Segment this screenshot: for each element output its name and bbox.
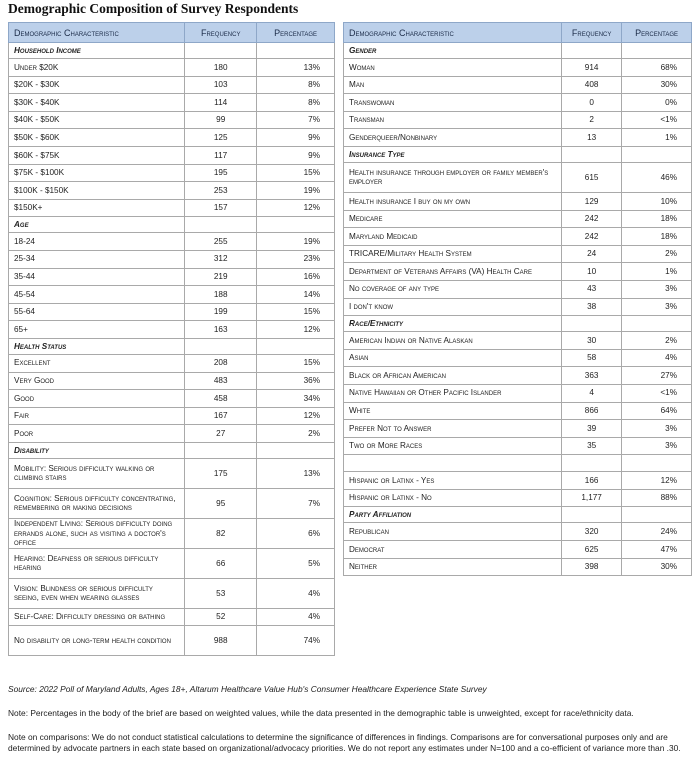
characteristic-cell: 18-24	[9, 233, 185, 251]
table-row	[344, 472, 692, 490]
empty-cell	[622, 455, 692, 472]
frequency-cell: 35	[562, 437, 622, 455]
frequency-cell: 52	[185, 608, 257, 626]
characteristic-cell: 45-54	[9, 286, 185, 304]
characteristic-cell: Republican	[344, 523, 562, 541]
frequency-cell: 43	[562, 280, 622, 298]
characteristic-cell: I don't know	[344, 298, 562, 316]
frequency-cell: 99	[185, 111, 257, 129]
section-label: Party Affiliation	[344, 507, 562, 523]
table-row	[9, 182, 335, 200]
percentage-cell: 4%	[257, 608, 335, 626]
characteristic-cell: Good	[9, 390, 185, 408]
table-row	[9, 488, 335, 518]
characteristic-cell: Prefer Not to Answer	[344, 420, 562, 438]
percentage-cell: <1%	[622, 384, 692, 402]
frequency-cell: 195	[185, 164, 257, 182]
table-row	[9, 111, 335, 129]
percentage-cell: 8%	[257, 94, 335, 112]
table-row	[9, 458, 335, 488]
frequency-cell: 166	[562, 472, 622, 490]
characteristic-cell: 65+	[9, 321, 185, 339]
characteristic-cell: Vision: Blindness or serious difficulty seeing, even when wearing glasses	[9, 578, 185, 608]
frequency-cell: 38	[562, 298, 622, 316]
table-row	[9, 146, 335, 164]
percentage-cell: 12%	[257, 407, 335, 425]
table-row	[9, 425, 335, 443]
frequency-cell: 53	[185, 578, 257, 608]
frequency-cell: 163	[185, 321, 257, 339]
percentage-cell: 12%	[257, 199, 335, 217]
characteristic-cell: Excellent	[9, 354, 185, 372]
frequency-cell: 157	[185, 199, 257, 217]
percentage-cell: 64%	[622, 402, 692, 420]
characteristic-cell: Cognition: Serious difficulty concentrating, remembering or making decisions	[9, 488, 185, 518]
percentage-cell: 18%	[622, 210, 692, 228]
table-row	[344, 59, 692, 77]
frequency-cell: 458	[185, 390, 257, 408]
empty-cell	[344, 455, 562, 472]
frequency-cell: 615	[562, 162, 622, 192]
frequency-cell: 167	[185, 407, 257, 425]
empty-cell	[257, 217, 335, 233]
frequency-cell: 866	[562, 402, 622, 420]
table-row	[9, 199, 335, 217]
characteristic-cell: Very Good	[9, 372, 185, 390]
percentage-cell: 24%	[622, 523, 692, 541]
characteristic-cell: $75K - $100K	[9, 164, 185, 182]
table-header-row	[9, 23, 335, 43]
percentage-cell: 34%	[257, 390, 335, 408]
table-row	[344, 228, 692, 246]
frequency-cell: 13	[562, 129, 622, 147]
section-header-row	[344, 43, 692, 59]
table-row	[9, 372, 335, 390]
characteristic-cell: Transman	[344, 111, 562, 129]
source-note: Source: 2022 Poll of Maryland Adults, Ages 18+, Altarum Healthcare Value Hub's Consumer Healthcare Experience State Survey	[8, 684, 487, 694]
table-row	[9, 407, 335, 425]
table-row	[344, 162, 692, 192]
empty-cell	[562, 316, 622, 332]
frequency-cell: 398	[562, 558, 622, 576]
percentage-cell: 6%	[257, 518, 335, 548]
empty-cell	[622, 507, 692, 523]
percentage-cell: <1%	[622, 111, 692, 129]
frequency-cell: 103	[185, 76, 257, 94]
characteristic-cell: $40K - $50K	[9, 111, 185, 129]
frequency-cell: 24	[562, 245, 622, 263]
characteristic-cell: Independent Living: Serious difficulty doing errands alone, such as visiting a doctor's office	[9, 518, 185, 548]
table-row	[344, 349, 692, 367]
percentage-cell: 8%	[257, 76, 335, 94]
characteristic-cell: Self-Care: Difficulty dressing or bathing	[9, 608, 185, 626]
table-row	[344, 558, 692, 576]
percentage-cell: 4%	[257, 578, 335, 608]
empty-cell	[622, 146, 692, 162]
frequency-cell: 208	[185, 354, 257, 372]
characteristic-cell: $30K - $40K	[9, 94, 185, 112]
characteristic-cell: $150K+	[9, 199, 185, 217]
percentage-cell: 2%	[622, 332, 692, 350]
table-row	[344, 437, 692, 455]
empty-cell	[185, 338, 257, 354]
percentage-cell: 2%	[622, 245, 692, 263]
characteristic-cell: Black or African American	[344, 367, 562, 385]
table-row	[9, 268, 335, 286]
table-row	[344, 280, 692, 298]
characteristic-cell: Maryland Medicaid	[344, 228, 562, 246]
frequency-cell: 363	[562, 367, 622, 385]
percentage-cell: 27%	[622, 367, 692, 385]
table-row	[344, 332, 692, 350]
characteristic-cell: Genderqueer/Nonbinary	[344, 129, 562, 147]
table-row	[9, 129, 335, 147]
characteristic-cell: Department of Veterans Affairs (VA) Health Care	[344, 263, 562, 281]
table-row	[344, 384, 692, 402]
percentage-cell: 10%	[622, 192, 692, 210]
percentage-cell: 47%	[622, 541, 692, 559]
section-header-row	[344, 316, 692, 332]
column-header-frequency: Frequency	[562, 23, 622, 43]
column-header-frequency: Frequency	[185, 23, 257, 43]
percentage-cell: 0%	[622, 94, 692, 112]
table-row	[9, 578, 335, 608]
frequency-cell: 408	[562, 76, 622, 94]
empty-cell	[257, 338, 335, 354]
characteristic-cell: Man	[344, 76, 562, 94]
column-header-characteristic: Demographic Characteristic	[344, 23, 562, 43]
empty-cell	[622, 43, 692, 59]
characteristic-cell: Transwoman	[344, 94, 562, 112]
table-row	[344, 523, 692, 541]
percentage-cell: 13%	[257, 59, 335, 77]
empty-cell	[562, 507, 622, 523]
characteristic-cell: Medicare	[344, 210, 562, 228]
section-header-row	[9, 338, 335, 354]
frequency-cell: 114	[185, 94, 257, 112]
section-label: Age	[9, 217, 185, 233]
table-row	[344, 94, 692, 112]
table-row	[9, 608, 335, 626]
characteristic-cell: Woman	[344, 59, 562, 77]
characteristic-cell: Under $20K	[9, 59, 185, 77]
empty-cell	[562, 146, 622, 162]
percentage-cell: 14%	[257, 286, 335, 304]
table-row	[344, 489, 692, 507]
frequency-cell: 988	[185, 626, 257, 656]
characteristic-cell: No disability or long-term health condition	[9, 626, 185, 656]
section-label: Health Status	[9, 338, 185, 354]
characteristic-cell: Native Hawaiian or Other Pacific Islander	[344, 384, 562, 402]
comparisons-note: Note on comparisons: We do not conduct statistical calculations to determine the significance of differences in findings. Comparisons are for conversational purposes only and are determined by advocate partners in each state based on organizational/advocacy priorities. We do not report any estimates under N=100 and a co-efficient of variance more than .30.	[8, 732, 681, 753]
percentage-cell: 3%	[622, 298, 692, 316]
page-title: Demographic Composition of Survey Respondents	[8, 1, 299, 16]
characteristic-cell: $20K - $30K	[9, 76, 185, 94]
table-row	[344, 298, 692, 316]
section-header-row	[344, 146, 692, 162]
characteristic-cell: Democrat	[344, 541, 562, 559]
frequency-cell: 4	[562, 384, 622, 402]
percentage-cell: 74%	[257, 626, 335, 656]
section-label: Gender	[344, 43, 562, 59]
percentage-cell: 23%	[257, 250, 335, 268]
demographics-table-right	[343, 22, 692, 576]
table-row	[344, 420, 692, 438]
frequency-cell: 320	[562, 523, 622, 541]
table-row	[9, 59, 335, 77]
percentage-cell: 12%	[257, 321, 335, 339]
section-label: Insurance Type	[344, 146, 562, 162]
frequency-cell: 129	[562, 192, 622, 210]
characteristic-cell: Health insurance through employer or family member's employer	[344, 162, 562, 192]
weighting-note: Note: Percentages in the body of the brief are based on weighted values, while the data presented in the demographic table is unweighted, except for race/ethnicity data.	[8, 708, 634, 718]
characteristic-cell: Health insurance I buy on my own	[344, 192, 562, 210]
frequency-cell: 175	[185, 458, 257, 488]
frequency-cell: 312	[185, 250, 257, 268]
percentage-cell: 36%	[257, 372, 335, 390]
empty-cell	[562, 455, 622, 472]
table-row	[344, 245, 692, 263]
percentage-cell: 1%	[622, 129, 692, 147]
percentage-cell: 15%	[257, 164, 335, 182]
characteristic-cell: TRICARE/Military Health System	[344, 245, 562, 263]
table-row	[344, 76, 692, 94]
section-label: Disability	[9, 442, 185, 458]
percentage-cell: 7%	[257, 111, 335, 129]
percentage-cell: 9%	[257, 146, 335, 164]
section-header-row	[344, 507, 692, 523]
table-row	[9, 390, 335, 408]
characteristic-cell: Neither	[344, 558, 562, 576]
frequency-cell: 27	[185, 425, 257, 443]
table-row	[9, 164, 335, 182]
characteristic-cell: 25-34	[9, 250, 185, 268]
percentage-cell: 88%	[622, 489, 692, 507]
characteristic-cell: Two or More Races	[344, 437, 562, 455]
table-row	[344, 263, 692, 281]
empty-cell	[185, 442, 257, 458]
percentage-cell: 13%	[257, 458, 335, 488]
column-header-percentage: Percentage	[257, 23, 335, 43]
frequency-cell: 180	[185, 59, 257, 77]
column-header-characteristic: Demographic Characteristic	[9, 23, 185, 43]
percentage-cell: 3%	[622, 280, 692, 298]
characteristic-cell: $50K - $60K	[9, 129, 185, 147]
table-row	[9, 354, 335, 372]
characteristic-cell: $60K - $75K	[9, 146, 185, 164]
characteristic-cell: Poor	[9, 425, 185, 443]
characteristic-cell: American Indian or Native Alaskan	[344, 332, 562, 350]
percentage-cell: 46%	[622, 162, 692, 192]
empty-cell	[562, 43, 622, 59]
frequency-cell: 1,177	[562, 489, 622, 507]
column-header-percentage: Percentage	[622, 23, 692, 43]
frequency-cell: 242	[562, 228, 622, 246]
demographics-table-left	[8, 22, 335, 656]
percentage-cell: 19%	[257, 182, 335, 200]
frequency-cell: 82	[185, 518, 257, 548]
characteristic-cell: Mobility: Serious difficulty walking or climbing stairs	[9, 458, 185, 488]
table-row	[344, 541, 692, 559]
table-row	[344, 111, 692, 129]
characteristic-cell: Hispanic or Latinx - Yes	[344, 472, 562, 490]
percentage-cell: 3%	[622, 437, 692, 455]
characteristic-cell: 35-44	[9, 268, 185, 286]
section-header-row	[9, 442, 335, 458]
percentage-cell: 12%	[622, 472, 692, 490]
characteristic-cell: Hispanic or Latinx - No	[344, 489, 562, 507]
frequency-cell: 0	[562, 94, 622, 112]
table-row	[9, 548, 335, 578]
frequency-cell: 255	[185, 233, 257, 251]
percentage-cell: 3%	[622, 420, 692, 438]
table-row	[9, 94, 335, 112]
table-row	[344, 210, 692, 228]
percentage-cell: 5%	[257, 548, 335, 578]
table-row	[9, 76, 335, 94]
table-row	[9, 303, 335, 321]
frequency-cell: 117	[185, 146, 257, 164]
percentage-cell: 30%	[622, 76, 692, 94]
blank-row	[344, 455, 692, 472]
percentage-cell: 15%	[257, 354, 335, 372]
characteristic-cell: No coverage of any type	[344, 280, 562, 298]
frequency-cell: 2	[562, 111, 622, 129]
table-row	[9, 321, 335, 339]
table-header-row	[344, 23, 692, 43]
percentage-cell: 30%	[622, 558, 692, 576]
table-row	[9, 233, 335, 251]
table-row	[9, 518, 335, 548]
percentage-cell: 19%	[257, 233, 335, 251]
characteristic-cell: Hearing: Deafness or serious difficulty hearing	[9, 548, 185, 578]
frequency-cell: 125	[185, 129, 257, 147]
frequency-cell: 219	[185, 268, 257, 286]
empty-cell	[257, 43, 335, 59]
percentage-cell: 68%	[622, 59, 692, 77]
table-row	[9, 286, 335, 304]
percentage-cell: 4%	[622, 349, 692, 367]
percentage-cell: 16%	[257, 268, 335, 286]
characteristic-cell: White	[344, 402, 562, 420]
frequency-cell: 30	[562, 332, 622, 350]
frequency-cell: 483	[185, 372, 257, 390]
characteristic-cell: $100K - $150K	[9, 182, 185, 200]
characteristic-cell: Asian	[344, 349, 562, 367]
frequency-cell: 253	[185, 182, 257, 200]
section-label: Household Income	[9, 43, 185, 59]
table-row	[344, 367, 692, 385]
section-label: Race/Ethnicity	[344, 316, 562, 332]
percentage-cell: 7%	[257, 488, 335, 518]
frequency-cell: 625	[562, 541, 622, 559]
empty-cell	[257, 442, 335, 458]
table-row	[9, 626, 335, 656]
frequency-cell: 10	[562, 263, 622, 281]
percentage-cell: 18%	[622, 228, 692, 246]
frequency-cell: 914	[562, 59, 622, 77]
table-row	[344, 129, 692, 147]
empty-cell	[622, 316, 692, 332]
frequency-cell: 66	[185, 548, 257, 578]
table-row	[9, 250, 335, 268]
table-row	[344, 192, 692, 210]
frequency-cell: 58	[562, 349, 622, 367]
table-row	[344, 402, 692, 420]
empty-cell	[185, 217, 257, 233]
percentage-cell: 15%	[257, 303, 335, 321]
section-header-row	[9, 43, 335, 59]
section-header-row	[9, 217, 335, 233]
percentage-cell: 9%	[257, 129, 335, 147]
frequency-cell: 95	[185, 488, 257, 518]
frequency-cell: 199	[185, 303, 257, 321]
empty-cell	[185, 43, 257, 59]
percentage-cell: 1%	[622, 263, 692, 281]
characteristic-cell: 55-64	[9, 303, 185, 321]
characteristic-cell: Fair	[9, 407, 185, 425]
frequency-cell: 39	[562, 420, 622, 438]
frequency-cell: 242	[562, 210, 622, 228]
frequency-cell: 188	[185, 286, 257, 304]
percentage-cell: 2%	[257, 425, 335, 443]
